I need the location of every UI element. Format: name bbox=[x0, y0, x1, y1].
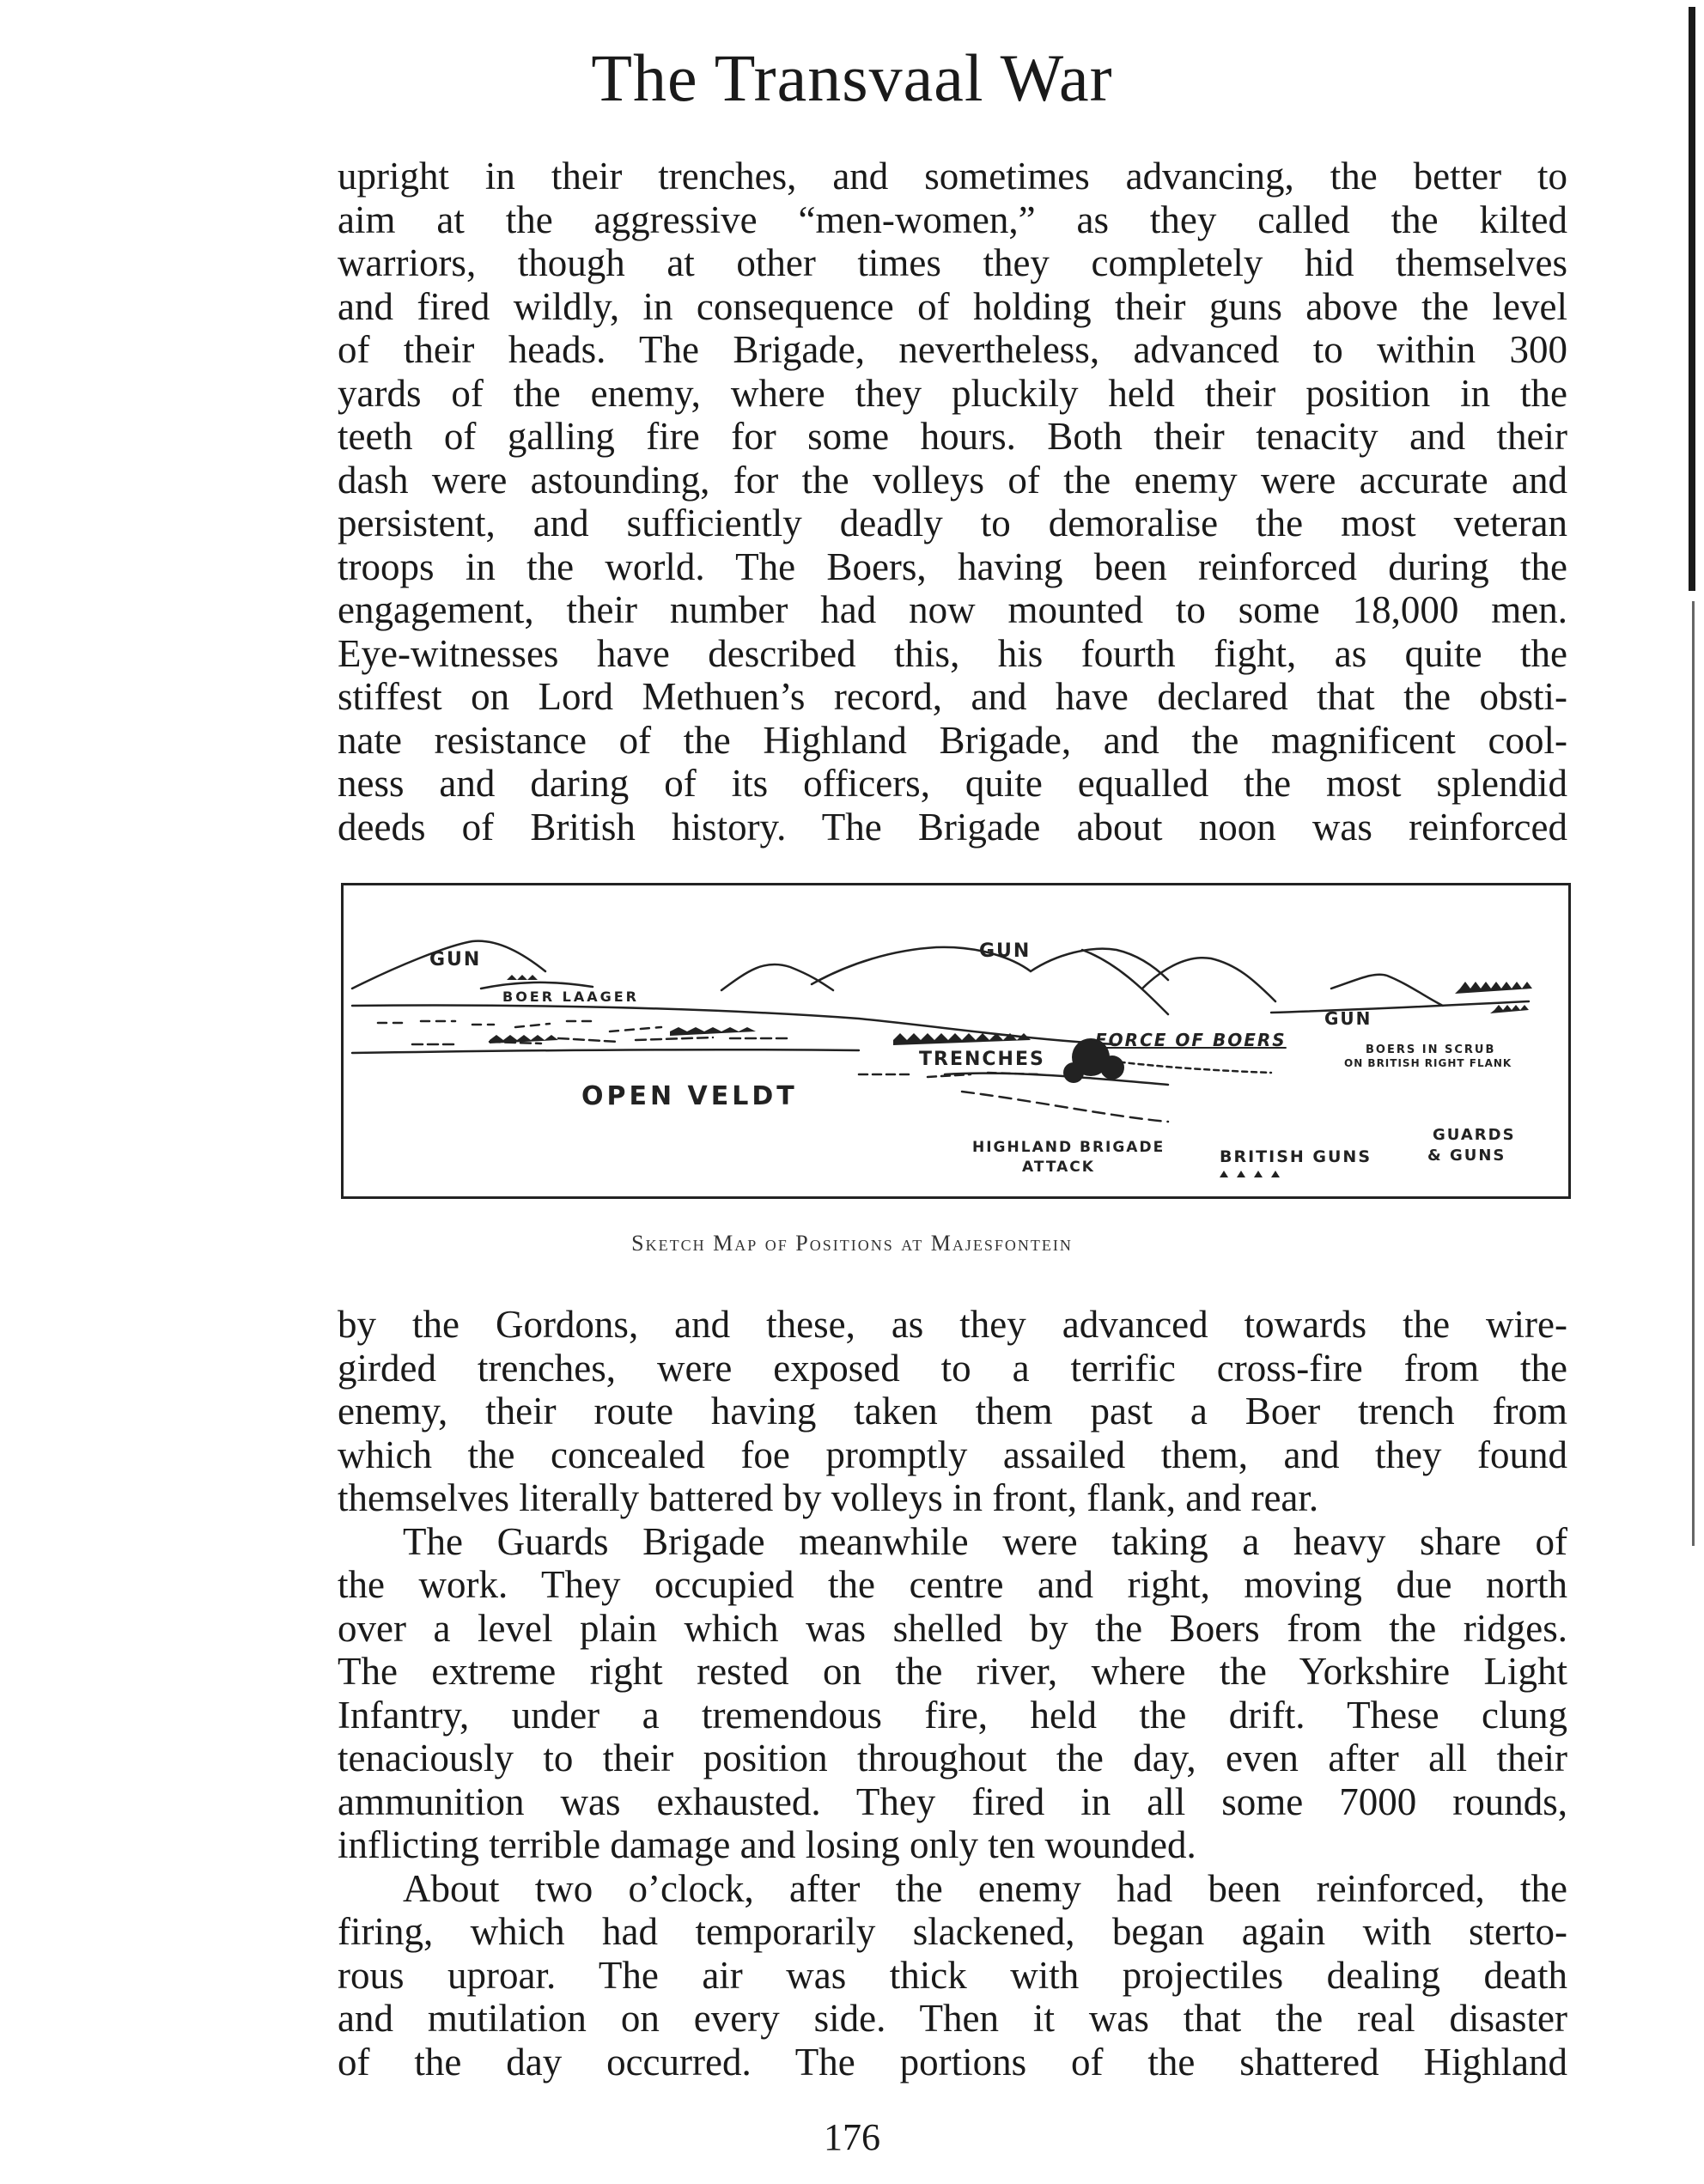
trench-cluster-mid bbox=[670, 1027, 756, 1036]
text-line: enemy, their route having taken them past a Boer trench from bbox=[338, 1390, 1567, 1433]
text-line: upright in their trenches, and sometimes advancing, the better to bbox=[338, 155, 1567, 198]
text-line: dash were astounding, for the volleys of the enemy were accurate and bbox=[338, 458, 1567, 502]
map-label-british-right-flank: ON BRITISH RIGHT FLANK bbox=[1344, 1057, 1512, 1069]
map-label-guards: GUARDS bbox=[1433, 1126, 1516, 1144]
attack-line bbox=[945, 1074, 1168, 1085]
map-label-highland-brigade: HIGHLAND BRIGADE bbox=[972, 1139, 1165, 1156]
text-line: About two o’clock, after the enemy had been reinforced, the bbox=[403, 1866, 1567, 1910]
text-line: inflicting terrible damage and losing only ten wounded. bbox=[338, 1823, 1196, 1866]
text-line: the work. They occupied the centre and right, moving due north bbox=[338, 1563, 1567, 1606]
text-line: ness and daring of its officers, quite equalled the most splendid bbox=[338, 762, 1567, 805]
text-line: firing, which had temporarily slackened, began again with sterto- bbox=[338, 1910, 1567, 1953]
text-line: troops in the world. The Boers, having been reinforced during the bbox=[338, 544, 1567, 588]
text-line: of the day occurred. The portions of the shattered Highland bbox=[338, 2040, 1567, 2084]
text-line: and mutilation on every side. Then it was that the real disaster bbox=[338, 1997, 1567, 2040]
hill-far-right bbox=[1331, 975, 1443, 1006]
map-label-boer-laager: BOER LAAGER bbox=[502, 989, 639, 1005]
scrub-right bbox=[1455, 982, 1532, 994]
text-line: yards of the enemy, where they pluckily held their position in the bbox=[338, 371, 1567, 415]
sketch-map-drawing bbox=[344, 885, 1568, 1196]
text-line: Eye-witnesses have described this, his fourth fight, as quite the bbox=[338, 631, 1567, 675]
scrub-laager bbox=[507, 975, 538, 980]
hill-mid-small bbox=[721, 964, 833, 990]
page-number: 176 bbox=[824, 2116, 880, 2158]
text-line: over a level plain which was shelled by the Boers from the ridges. bbox=[338, 1606, 1567, 1650]
figure-caption: Sketch Map of Positions at Majesfontein bbox=[631, 1231, 1073, 1256]
text-line: girded trenches, were exposed to a terrific cross-fire from the bbox=[338, 1346, 1567, 1390]
text-line: warriors, though at other times they completely hid themselves bbox=[338, 241, 1567, 284]
text-line: deeds of British history. The Brigade about noon was reinforced bbox=[338, 805, 1567, 849]
hill-laager bbox=[481, 982, 593, 989]
page-edge-rule-lower bbox=[1692, 601, 1695, 1546]
map-label-gun-left: GUN bbox=[429, 949, 482, 970]
page-edge-rule bbox=[1689, 7, 1695, 591]
highland-mass-3 bbox=[1063, 1062, 1084, 1083]
body-text-top bbox=[338, 155, 1567, 849]
text-line: ammunition was exhausted. They fired in all some 7000 rounds, bbox=[338, 1779, 1567, 1823]
map-label-trenches: TRENCHES bbox=[919, 1049, 1045, 1070]
map-label-gun-right: GUN bbox=[1324, 1008, 1372, 1029]
map-label-attack: ATTACK bbox=[1022, 1159, 1095, 1176]
text-line: themselves literally battered by volleys in front, flank, and rear. bbox=[338, 1476, 1319, 1519]
map-label-british-guns: BRITISH GUNS bbox=[1220, 1147, 1372, 1166]
text-line: teeth of galling fire for some hours. Both their tenacity and their bbox=[338, 415, 1567, 458]
highland-mass-2 bbox=[1100, 1055, 1124, 1080]
scrub-right-2 bbox=[1490, 1005, 1529, 1013]
text-line: and fired wildly, in consequence of holding their guns above the level bbox=[338, 284, 1567, 328]
text-line: persistent, and sufficiently deadly to demoralise the most veteran bbox=[338, 502, 1567, 544]
hill-center-right bbox=[1082, 950, 1168, 1014]
text-line: of their heads. The Brigade, nevertheless, advanced to within 300 bbox=[338, 328, 1567, 371]
ground-line-3 bbox=[1271, 1001, 1529, 1013]
text-line: by the Gordons, and these, as they advanced towards the wire- bbox=[338, 1303, 1567, 1346]
british-gun-marks bbox=[1220, 1171, 1280, 1177]
attack-line-2 bbox=[962, 1092, 1168, 1122]
text-line: tenaciously to their position throughout the day, even after all their bbox=[338, 1737, 1567, 1779]
text-line: The Guards Brigade meanwhile were taking a heavy share of bbox=[403, 1519, 1567, 1563]
text-line: nate resistance of the Highland Brigade, and the magnificent cool- bbox=[338, 718, 1567, 762]
map-label-force-of-boers: FORCE OF BOERS bbox=[1095, 1030, 1287, 1050]
text-line: stiffest on Lord Methuen’s record, and have declared that the obsti- bbox=[338, 675, 1567, 718]
text-line: Infantry, under a tremendous fire, held the drift. These clung bbox=[338, 1693, 1567, 1737]
text-line: which the concealed foe promptly assailed them, and they found bbox=[338, 1433, 1567, 1476]
map-label-guns: & GUNS bbox=[1427, 1147, 1506, 1165]
map-label-gun-center: GUN bbox=[979, 940, 1032, 962]
body-text-bottom bbox=[338, 1303, 1567, 2084]
hill-right bbox=[1142, 958, 1275, 1001]
text-line: rous uproar. The air was thick with projectiles dealing death bbox=[338, 1953, 1567, 1997]
force-cluster bbox=[893, 1033, 1031, 1045]
text-line: engagement, their number had now mounted to some 18,000 men. bbox=[338, 588, 1567, 631]
ground-line-2 bbox=[352, 1049, 859, 1053]
text-line: The extreme right rested on the river, where the Yorkshire Light bbox=[338, 1650, 1567, 1693]
sketch-map bbox=[341, 883, 1571, 1199]
trench-dashes-2 bbox=[412, 1037, 790, 1044]
text-line: aim at the aggressive “men-women,” as they called the kilted bbox=[338, 198, 1567, 241]
running-head: The Transvaal War bbox=[591, 40, 1113, 115]
map-label-open-veldt: OPEN VELDT bbox=[581, 1081, 798, 1111]
map-label-boers-in-scrub: BOERS IN SCRUB bbox=[1366, 1043, 1496, 1056]
trench-dashes-1 bbox=[378, 1021, 661, 1031]
